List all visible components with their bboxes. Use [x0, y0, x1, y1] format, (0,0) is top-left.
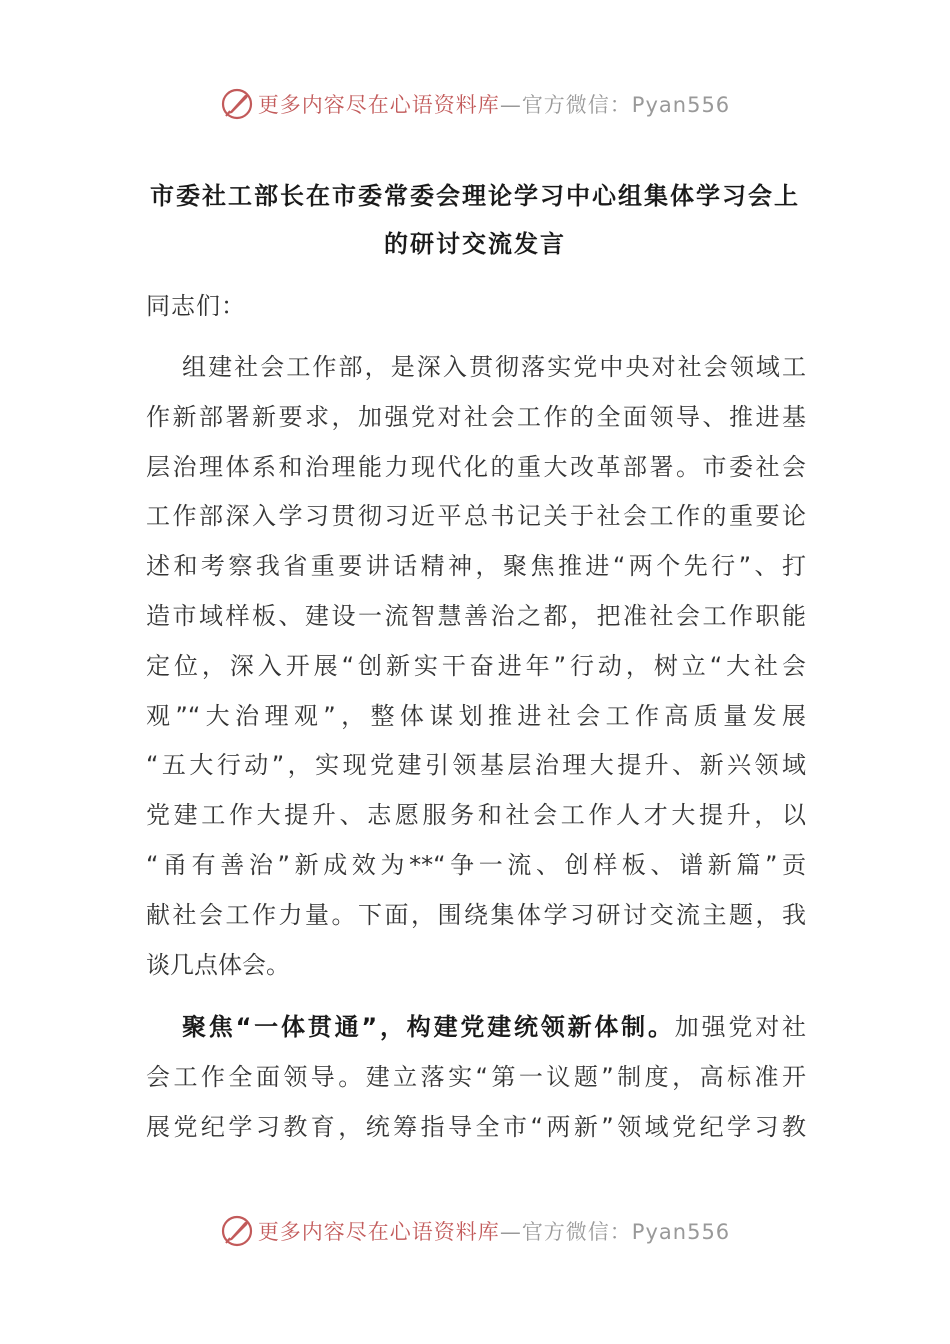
text-line: 造市域样板、建设一流智慧善治之都，把准社会工作职能: [146, 601, 806, 630]
watermark-brand: 更多内容尽在心语资料库: [257, 93, 500, 117]
text-line: 会工作全面领导。建立落实“第一议题”制度，高标准开: [146, 1062, 806, 1091]
title-line-1: 市委社工部长在市委常委会理论学习中心组集体学习会上: [150, 182, 800, 210]
quill-logo-icon: [220, 87, 254, 121]
text-line: “五大行动”，实现党建引领基层治理大提升、新兴领域: [146, 751, 806, 780]
text-line: 层治理体系和治理能力现代化的重大改革部署。市委社会: [146, 452, 806, 481]
text-line: 观”“大治理观”，整体谋划推进社会工作高质量发展: [146, 701, 806, 730]
document-title: [140, 172, 810, 268]
quill-logo-icon: [220, 1214, 254, 1248]
text-line: 定位，深入开展“创新实干奋进年”行动，树立“大社会: [146, 651, 806, 680]
watermark-contact: —官方微信：Pyan556: [499, 93, 731, 117]
text-run: 加强党对社: [674, 1013, 806, 1041]
text-line: [146, 1003, 806, 1053]
salutation: 同志们：: [146, 292, 246, 320]
text-line: 谈几点体会。: [146, 950, 290, 979]
watermark-brand: 更多内容尽在心语资料库: [257, 1220, 500, 1244]
text-line: 作新部署新要求，加强党对社会工作的全面领导、推进基: [146, 402, 806, 431]
section-lead-heading: 聚焦“一体贯通”，构建党建统领新体制。: [182, 1013, 675, 1041]
title-line-2: 的研讨交流发言: [384, 230, 566, 258]
header-watermark: [0, 84, 950, 124]
body-paragraph-2: [146, 1003, 806, 1152]
text-line: 党建工作大提升、志愿服务和社会工作人才大提升，以: [146, 801, 806, 830]
body-paragraph-1: [146, 343, 806, 990]
footer-watermark: [0, 1211, 950, 1251]
text-line: 述和考察我省重要讲话精神，聚焦推进“两个先行”、打: [146, 552, 806, 581]
watermark-contact: —官方微信：Pyan556: [499, 1220, 731, 1244]
text-line: 献社会工作力量。下面，围绕集体学习研讨交流主题，我: [146, 900, 806, 929]
text-line: 展党纪学习教育，统筹指导全市“两新”领域党纪学习教: [146, 1112, 806, 1141]
text-line: “甬有善治”新成效为**“争一流、创样板、谱新篇”贡: [146, 850, 806, 879]
text-line: 工作部深入学习贯彻习近平总书记关于社会工作的重要论: [146, 502, 806, 531]
text-line: 组建社会工作部，是深入贯彻落实党中央对社会领域工: [182, 353, 806, 381]
